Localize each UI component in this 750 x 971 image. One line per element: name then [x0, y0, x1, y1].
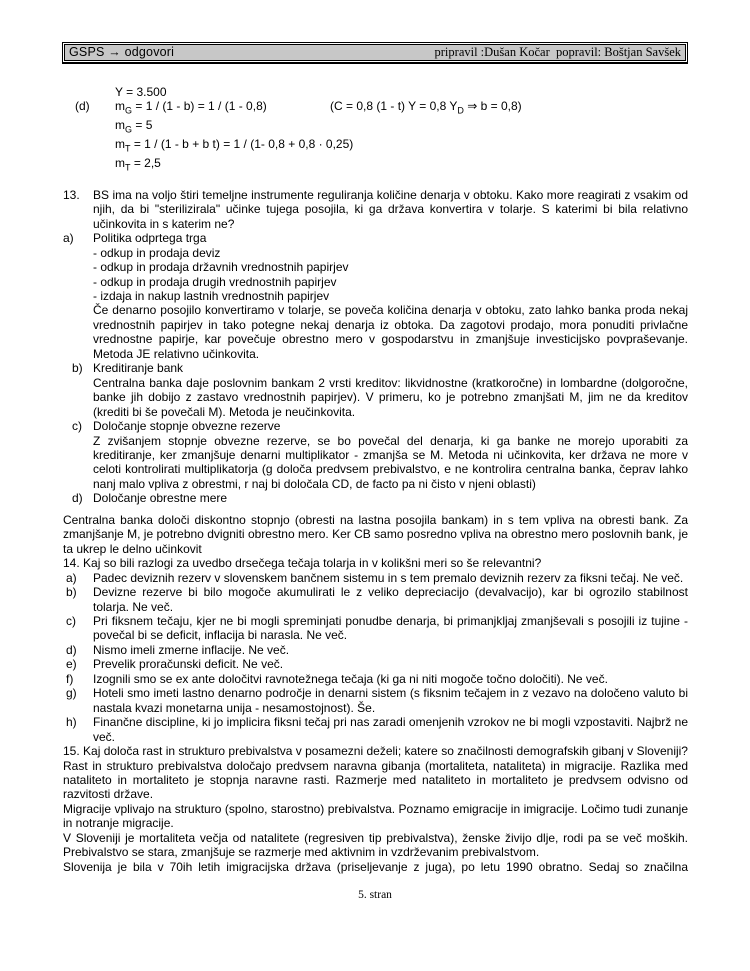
q14-item-g-label: g): [66, 686, 77, 701]
header-credits: pripravil :Dušan Kočar popravil: Boštjan Savšek: [434, 45, 681, 60]
q14-item-f: f) Izognili smo se ex ante določitvi ravnotežnega tečaja (ki ga ni niti mogoče točno določiti). Ne več.: [66, 671, 608, 686]
q13-item-a-bullet: - izdaja in nakup lastnih vrednostnih papirjev: [93, 289, 330, 303]
q14-item-b-label: b): [66, 585, 77, 600]
q13-item-b-body: Centralna banka daje poslovnim bankam 2 vrsti kreditov: likvidnostne (kratkoročne) in lombardne (dolgoročne, banke jih dobijo z zastavo vrednostnih papirjev). V primeru, ko je potrebno zmanjšati M, jim ne da kreditov (krediti bi še povečali M). Metoda je neučinkovita.: [93, 375, 688, 419]
header-bar: [62, 42, 688, 64]
q13-item-a-bullet: - odkup in prodaja državnih vrednostnih papirjev: [93, 260, 349, 275]
q13-item-d-label: d): [72, 491, 83, 506]
q14-item-g: g) Hoteli smo imeti lastno denarno področje in denarni sistem (s fiksnim tečajem in z vezavo na določeno valuto bi nastala kvazi monetarna unija - nesamostojnost). Še.: [66, 686, 688, 715]
q13-item-a-bullet: - odkup in prodaja drugih vrednostnih papirjev: [93, 274, 337, 289]
q14-item-a: a) Padec deviznih rezerv v slovenskem bančnem sistemu in s tem premalo deviznih rezerv za fiksni tečaj. Ne več.: [66, 570, 684, 585]
q13-item-a-title: a) Politika odprtega trga: [63, 231, 207, 246]
q14-item-f-label: f): [66, 671, 74, 686]
q14-item-b: b) Devizne rezerve bi bilo mogoče akumulirati le z veliko depreciacijo (devalvacijo), kar bi ogrozilo stabilnost tolarja. Ne več.: [66, 585, 688, 614]
formula-line-1: Y = 3.500: [115, 85, 167, 99]
question-13: [63, 188, 688, 556]
formula-item-label: (d): [75, 99, 90, 114]
q14-item-c-label: c): [66, 613, 76, 628]
formula-line-2: [115, 99, 688, 118]
q14-item-h: h) Finančne discipline, ki jo implicira fiksni tečaj pri nas zaradi omenjenih vzrokov ne bi mogli vzpostaviti. Najbrž ne več.: [66, 715, 688, 744]
header-title: GSPS → odgovori: [69, 45, 175, 60]
q14-item-a-label: a): [66, 570, 77, 585]
q15-paragraph-2: Migracije vplivajo na strukturo (spolno, starostno) prebivalstva. Poznamo emigracije in imigracije. Ločimo tudi zunanje in notranje migracije.: [63, 801, 688, 831]
q14-item-e-label: e): [66, 657, 77, 672]
question-15-heading: 15. Kaj določa rast in strukturo prebivalstva v posamezni deželi; katere so značilnosti demografskih gibanj v Sloveniji?: [63, 744, 688, 759]
q14-item-d: d) Nismo imeli zmerne inflacije. Ne več.: [66, 642, 290, 657]
q13-item-b-label: b): [72, 361, 83, 376]
q15-paragraph-1: Rast in strukturo prebivalstva določajo predvsem naravna gibanja (mortaliteta, nataliteta) in migracije. Razlika med nataliteto in mortaliteto je stopnja naravne rasti. Razmerje med nataliteto in mortaliteto je predvsem odvisno od razvitosti države.: [63, 758, 688, 802]
q13-item-d-title: d) Določanje obrestne mere: [72, 491, 228, 506]
formula-line-2-right: (C = 0,8 (1 - t) Y = 0,8 $Y_D$ ⇒ b = 0,8): [330, 99, 522, 116]
question-14: [63, 556, 688, 744]
q15-paragraph-3: V Sloveniji je mortaliteta večja od natalitete (regresiven tip prebivalstva), ženske živijo dlje, rodi pa se več moških. Prebivalstvo se stara, zmanjšuje se razmerje med aktivnim in vzdrževanim prebivalstvom.: [63, 830, 688, 860]
question-13-text: 13. BS ima na voljo štiri temeljne instrumente reguliranja količine denarja v obtoku. Kako more reagirati z vsakim od njih, da bi "sterilizirala" učinke tujega posojila, ki ga država konvertira v tolarje. S katerimi bi bila relativno učinkovita in s katerim ne?: [63, 187, 688, 231]
formula-line-4: $m_T = 1 / (1 - b + b$ t) = 1 / (1- 0,8 + 0,8 · 0,25): [115, 137, 354, 154]
q14-item-d-label: d): [66, 642, 77, 657]
q13-item-a-body: Če denarno posojilo konvertiramo v tolarje, se poveča količina denarja v obtoku, zato lahko banka proda nekaj vrednostnih papirjev in tako potegne nekaj denarja iz obtoka. Da zagotovi prodajo, mora ponuditi privlačne vrednostne papirje, kar povečuje obrestno mero v gospodarstvu in zmanjšuje investicijsko povpraševanje. Metoda JE relativno učinkovita.: [93, 303, 688, 361]
formula-line-2-left: $m_G = 1 / (1 - b) = 1 / (1 - 0,8)$: [115, 99, 267, 116]
question-13-number: 13.: [63, 187, 80, 202]
document-body: [63, 85, 688, 874]
q15-paragraph-4: Slovenija je bila v 70ih letih imigracijska država (priseljevanje z juga), po letu 1990 obratno. Sedaj so značilna: [63, 859, 688, 874]
page-number: 5. stran: [358, 889, 392, 901]
question-14-heading: 14. Kaj so bili razlogi za uvedbo drsečega tečaja tolarja in v kolikšni meri so še relevantni?: [63, 556, 542, 571]
q13-item-a-bullet: - odkup in prodaja deviz: [93, 245, 221, 260]
q14-item-c: c) Pri fiksnem tečaju, kjer ne bi mogli spreminjati ponudbe denarja, bi primanjkljaj zmanjševali s posojili iz tujine - povečal bi se deficit, inflacija bi narasla. Ne več.: [66, 613, 688, 643]
q13-item-a-label: a): [63, 231, 74, 246]
q13-closing-paragraph: Centralna banka določi diskontno stopnjo (obresti na lastna posojila bankam) in s tem vpliva na obresti bank. Za zmanjšanje M, je potrebno dvigniti obrestno mero. Ker CB samo posredno vpliva na obrestno mero poslovnih bank, je ta ukrep le delno učinkovit: [63, 512, 688, 556]
formula-block-d: [63, 85, 688, 175]
header-bar-inner: [64, 44, 686, 61]
q14-item-h-label: h): [66, 715, 77, 730]
q14-item-e: e) Prevelik proračunski deficit. Ne več.: [66, 657, 284, 672]
q13-item-c-label: c): [72, 419, 82, 434]
formula-line-3: $m_G = 5$: [115, 118, 153, 135]
q13-item-c-title: c) Določanje stopnje obvezne rezerve: [72, 419, 281, 434]
q13-item-c-body: Z zvišanjem stopnje obvezne rezerve, se bo povečal del denarja, ki ga banke ne morejo uporabiti za kreditiranje, ker zmanjšuje denarni multiplikator - zmanjša se M. Metoda ni učinkovita, ker država ne more v celoti kontrolirati multiplikatorja (g določa predvsem prebivalstvo, e ne kontrolira centralna banka, čeprav lahko nanj malo vpliva z obrestmi, r naj bi določala CD, de facto pa ni čisto v njeni oblasti): [93, 433, 688, 491]
question-15: [63, 744, 688, 874]
formula-line-5: $m_T = 2,5$: [115, 155, 161, 173]
q13-item-b-title: b) Kreditiranje bank: [72, 361, 184, 376]
